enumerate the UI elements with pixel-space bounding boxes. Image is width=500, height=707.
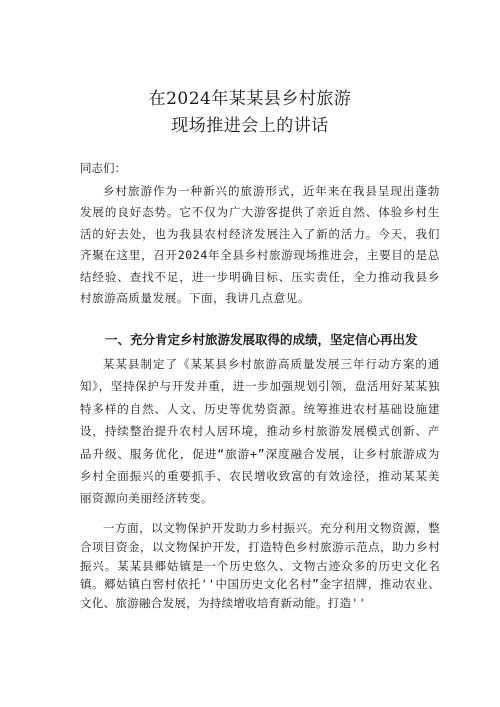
- document-title-line1: 在2024年某某县乡村旅游: [148, 89, 352, 109]
- document-title-line2: 现场推进会上的讲话: [171, 116, 329, 136]
- salutation: 同志们：: [80, 161, 126, 175]
- paragraph-cultural-relics: 一方面，以文物保护开发助力乡村振兴。充分利用文物资源，整合项目资金，以文物保护开发，打造特色乡村旅游示范点，助力乡村振兴。某某县郷姑镇是一个历史悠久、文物古迹众多的历史文化名镇。郷姑镇白窖村依托''中国历史文化名村”金字招牌，推动农业、文化、旅游融合发展，为持续增收培育新动能。打造'': [80, 521, 440, 611]
- paragraph-intro: 乡村旅游作为一种新兴的旅游形式，近年来在我县呈现出蓬勃发展的良好态势。它不仅为广大游客提供了亲近自然、体验乡村生活的好去处，也为我县农村经济发展注入了新的活力。今天，我们齐聚在这里，召开2024年全县乡村旅游现场推进会，主要目的是总结经验、查找不足，进一步明确目标、压实责任，全力推动我县乡村旅游高质量发展。下面，我讲几点意见。: [80, 184, 440, 306]
- section-heading-1: 一、充分肯定乡村旅游发展取得的成绩，坚定信心再出发: [105, 332, 418, 347]
- paragraph-section1: 某某县制定了《某某县乡村旅游高质量发展三年行动方案的通知》，坚持保护与开发并重，进一步加强规划引领，盘活用好某某独特多样的自然、人文、历史等优势资源。统筹推进农村基础设施建设，持续整治提升农村人居环境，推动乡村旅游发展模式创新、产品升级、服务优化，促进“旅游+”深度融合发展，让乡村旅游成为乡村全面振兴的重要抓手、农民增收致富的有效途径，推动某某美丽资源向美丽经济转变。: [80, 357, 440, 506]
